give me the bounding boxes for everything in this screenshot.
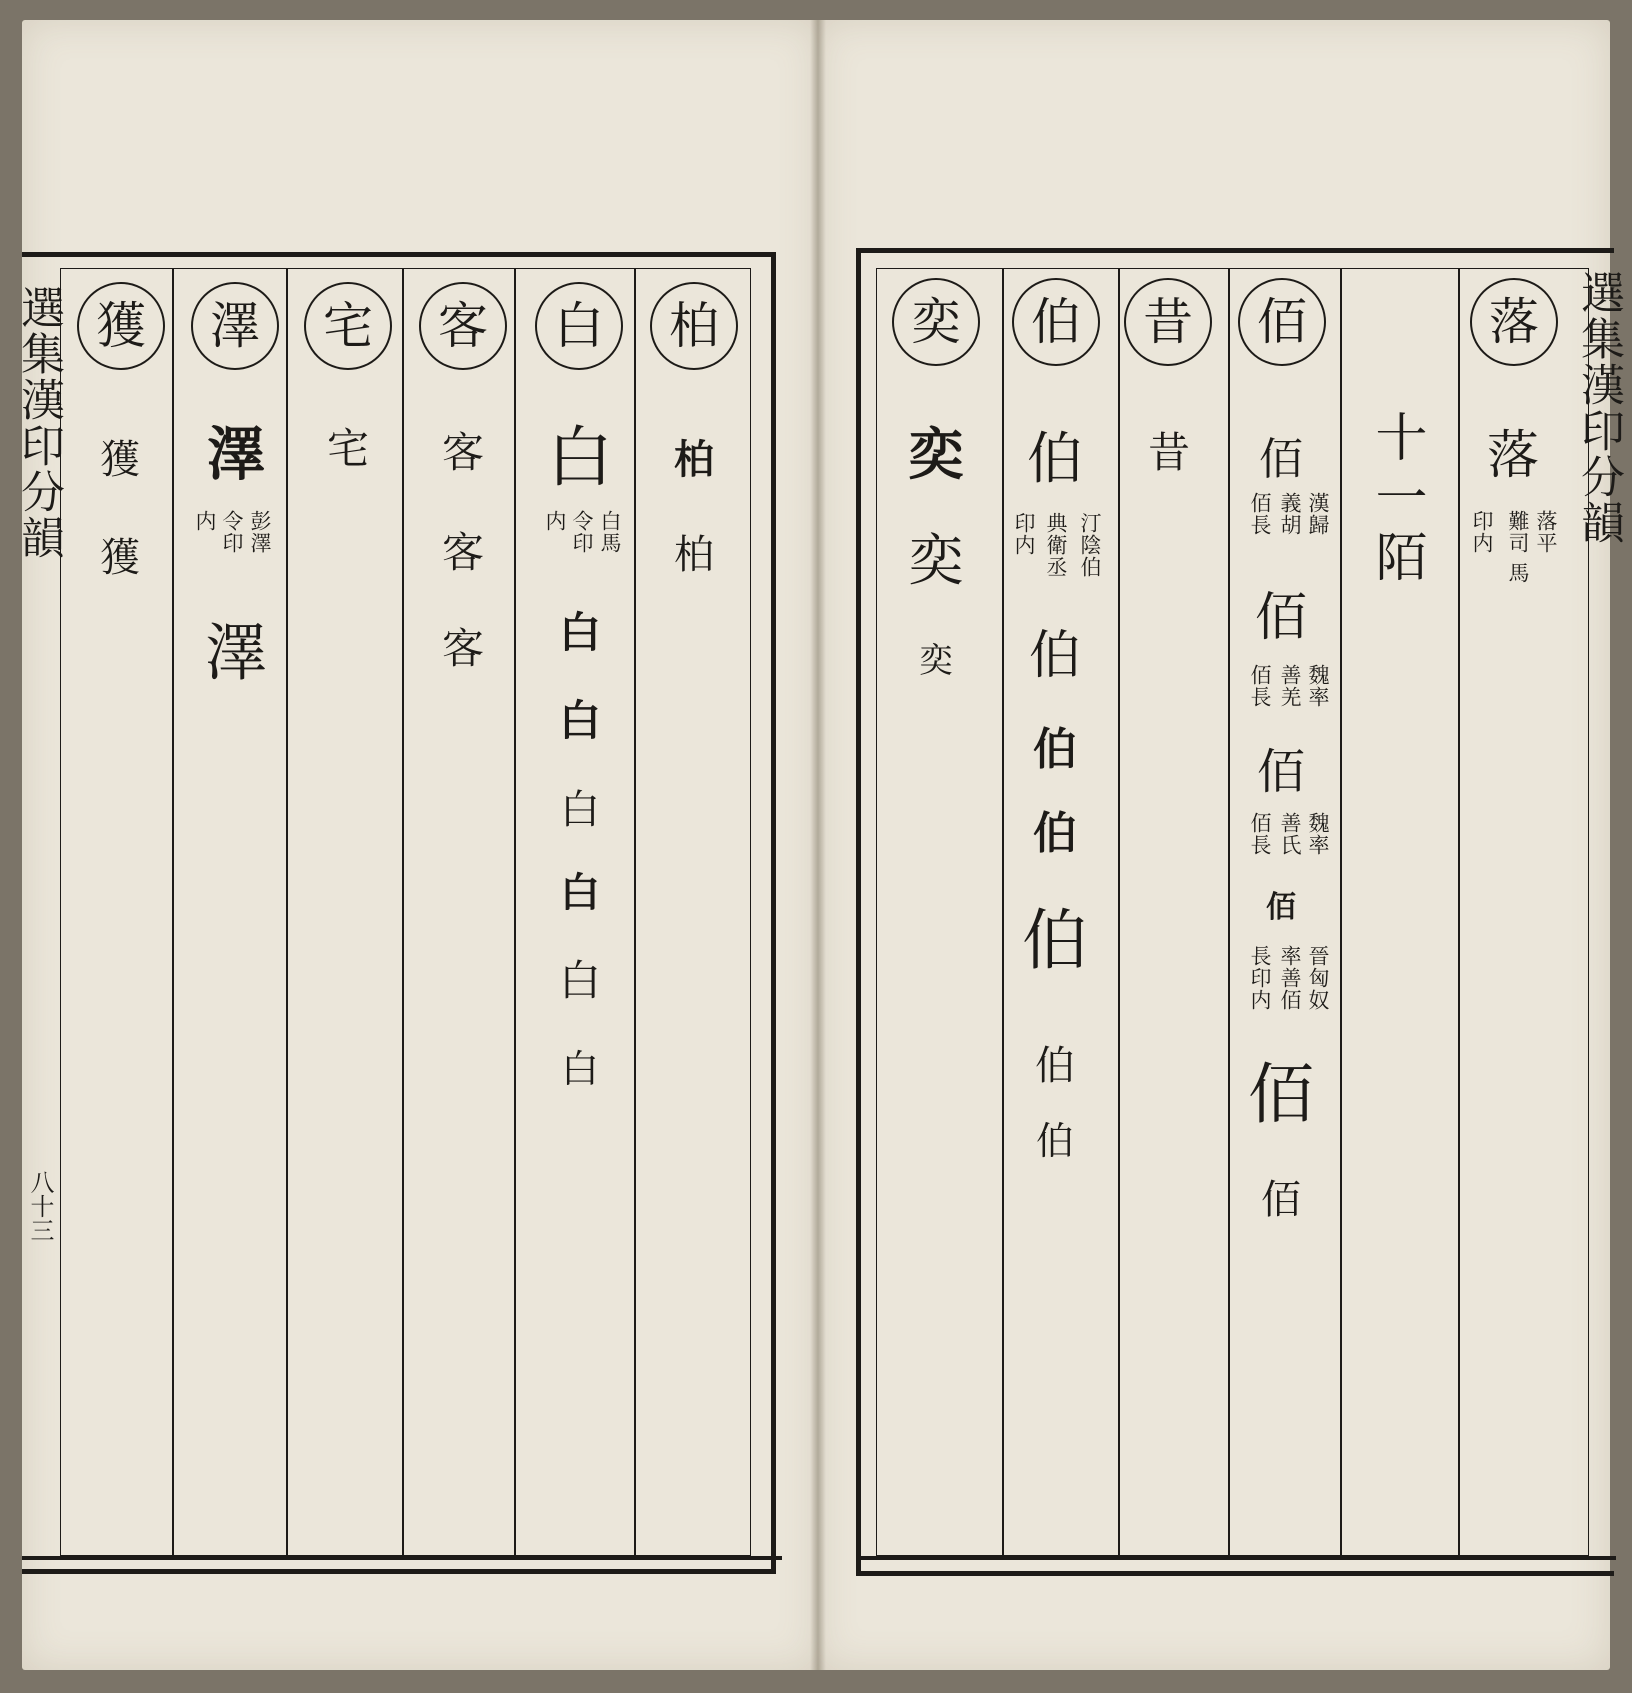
- seal-annotation: 善氏: [1278, 812, 1302, 856]
- seal-variant: 佰: [1248, 1056, 1314, 1133]
- book-gutter: [810, 20, 826, 1670]
- page-number: 八十三: [26, 1170, 54, 1242]
- seal-annotation: 義胡: [1278, 492, 1302, 536]
- seal-annotation: 漢歸: [1306, 492, 1330, 536]
- seal-annotation: 内: [543, 510, 567, 532]
- seal-variant: 宅: [326, 424, 369, 473]
- seal-variant: 柏: [674, 437, 714, 483]
- seal-variant: 奕: [908, 423, 964, 488]
- heading-circle: 奕: [892, 278, 980, 366]
- right-margin-title: 選集漢印分韻: [1573, 270, 1624, 546]
- seal-annotation: 馬: [1506, 562, 1530, 584]
- rhyme-section-title: 十一陌: [1366, 410, 1426, 590]
- seal-variant: 佰: [1266, 890, 1296, 925]
- heading-circle: 澤: [191, 282, 279, 370]
- seal-annotation: 佰長: [1248, 492, 1272, 536]
- seal-annotation: 魏率: [1306, 664, 1330, 708]
- seal-variant: 奕: [919, 641, 953, 681]
- seal-variant: 客: [441, 624, 484, 673]
- seal-variant: 佰: [1254, 588, 1307, 648]
- heading-circle: 宅: [304, 282, 392, 370]
- seal-annotation: 令印: [570, 510, 594, 554]
- seal-variant: 獲: [100, 437, 140, 483]
- heading-circle: 佰: [1238, 278, 1326, 366]
- seal-annotation: 難司: [1506, 510, 1530, 554]
- seal-annotation: 令印: [220, 510, 244, 554]
- seal-variant: 佰: [1256, 744, 1305, 800]
- seal-variant: 伯: [1035, 1043, 1075, 1089]
- heading-circle: 客: [419, 282, 507, 370]
- seal-annotation: 晉匈奴: [1306, 945, 1330, 1011]
- seal-annotation: 率善佰: [1278, 945, 1302, 1011]
- seal-variant: 白: [560, 1047, 599, 1091]
- seal-variant: 伯: [1033, 724, 1077, 775]
- seal-annotation: 白馬: [598, 510, 622, 554]
- seal-variant: 白: [558, 696, 601, 745]
- seal-annotation: 内: [193, 510, 217, 532]
- seal-annotation: 典衛丞: [1044, 512, 1068, 578]
- seal-variant: 佰: [1261, 1177, 1301, 1223]
- seal-variant: 獲: [100, 535, 140, 581]
- seal-variant: 白: [558, 608, 601, 657]
- seal-variant: 澤: [206, 420, 265, 488]
- seal-variant: 伯: [1022, 902, 1088, 979]
- seal-annotation: 佰長: [1248, 664, 1272, 708]
- heading-circle: 落: [1470, 278, 1558, 366]
- heading-circle: 白: [535, 282, 623, 370]
- seal-variant: 白: [547, 419, 613, 496]
- seal-variant: 客: [441, 428, 484, 477]
- heading-circle: 獲: [77, 282, 165, 370]
- seal-annotation: 彭澤: [248, 510, 272, 554]
- seal-variant: 客: [441, 528, 484, 577]
- seal-variant: 白: [560, 787, 600, 833]
- seal-variant: 伯: [1033, 808, 1077, 859]
- seal-annotation: 汀陰伯: [1078, 512, 1102, 578]
- seal-annotation: 長印内: [1248, 945, 1272, 1011]
- heading-circle: 柏: [650, 282, 738, 370]
- heading-circle: 伯: [1012, 278, 1100, 366]
- seal-annotation: 魏率: [1306, 812, 1330, 856]
- seal-variant: 落: [1486, 426, 1539, 486]
- seal-annotation: 落平: [1534, 510, 1558, 554]
- seal-variant: 伯: [1028, 626, 1081, 686]
- seal-variant: 柏: [674, 532, 714, 578]
- seal-annotation: 印内: [1470, 510, 1494, 554]
- seal-variant: 澤: [204, 616, 267, 689]
- seal-variant: 奕: [908, 529, 964, 594]
- seal-variant: 伯: [1035, 1119, 1074, 1163]
- left-margin-title: 選集漢印分韻: [13, 285, 64, 561]
- seal-variant: 昔: [1147, 428, 1190, 477]
- seal-annotation: 印内: [1012, 512, 1036, 556]
- seal-variant: 伯: [1027, 427, 1083, 492]
- seal-annotation: 善羌: [1278, 664, 1302, 708]
- seal-variant: 佰: [1259, 434, 1303, 485]
- seal-annotation: 佰長: [1248, 812, 1272, 856]
- heading-circle: 昔: [1124, 278, 1212, 366]
- seal-variant: 白: [560, 870, 600, 916]
- seal-variant: 白: [558, 956, 601, 1005]
